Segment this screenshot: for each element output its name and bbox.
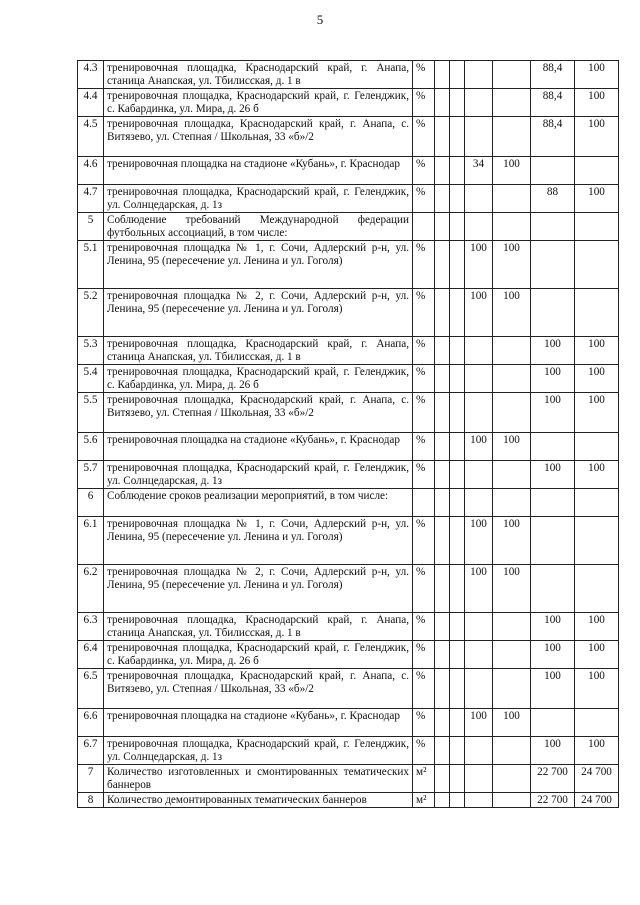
row-description: тренировочная площадка, Краснодарский край, г. Анапа, станица Анапская, ул. Тбилисская, д. 1 в [104,61,413,89]
row-value-1 [435,613,450,641]
row-value-2 [450,565,465,613]
table-row [78,213,619,241]
row-value-4 [493,117,531,157]
row-value-2 [450,433,465,461]
row-value-4 [493,61,531,89]
row-value-3 [465,213,493,241]
table-row [78,61,619,89]
row-value-1 [435,737,450,765]
row-unit: % [413,565,435,613]
row-unit: % [413,517,435,565]
table-row [78,737,619,765]
row-unit: % [413,669,435,709]
row-description: тренировочная площадка, Краснодарский край, г. Геленджик, с. Кабардинка, ул. Мира, д. 26 б [104,641,413,669]
row-description: тренировочная площадка на стадионе «Кубань», г. Краснодар [104,157,413,185]
table-row [78,793,619,808]
row-value-4 [493,185,531,213]
table-row [78,565,619,613]
row-number: 8 [78,793,104,808]
row-value-3 [465,365,493,393]
row-value-6 [575,565,619,613]
row-unit [413,489,435,517]
row-description: тренировочная площадка, Краснодарский край, г. Геленджик, ул. Солнцедарская, д. 1з [104,185,413,213]
row-number: 4.3 [78,61,104,89]
row-value-1 [435,61,450,89]
row-value-2 [450,393,465,433]
row-unit: % [413,461,435,489]
row-unit: % [413,433,435,461]
row-value-1 [435,365,450,393]
row-number: 5 [78,213,104,241]
row-value-5: 88,4 [531,117,575,157]
table-row [78,489,619,517]
row-unit: % [413,393,435,433]
row-value-6: 24 700 [575,793,619,808]
row-value-6 [575,213,619,241]
row-unit: % [413,641,435,669]
row-number: 4.6 [78,157,104,185]
row-value-5 [531,157,575,185]
row-value-2 [450,461,465,489]
row-value-4: 100 [493,433,531,461]
row-value-6 [575,157,619,185]
row-number: 6 [78,489,104,517]
row-value-5: 22 700 [531,765,575,793]
row-value-5: 88,4 [531,61,575,89]
row-value-4: 100 [493,241,531,289]
row-value-3 [465,185,493,213]
row-value-3 [465,61,493,89]
row-unit: % [413,117,435,157]
row-value-2 [450,641,465,669]
row-number: 5.6 [78,433,104,461]
row-value-3 [465,117,493,157]
row-value-1 [435,117,450,157]
row-value-3 [465,393,493,433]
row-value-6: 100 [575,337,619,365]
row-value-5 [531,241,575,289]
row-value-2 [450,337,465,365]
row-description: Соблюдение сроков реализации мероприятий, в том числе: [104,489,413,517]
row-value-1 [435,185,450,213]
table-row [78,461,619,489]
row-unit: % [413,61,435,89]
row-value-3: 100 [465,517,493,565]
row-value-3 [465,489,493,517]
row-value-4: 100 [493,289,531,337]
row-value-4 [493,365,531,393]
row-unit: % [413,241,435,289]
row-value-1 [435,709,450,737]
row-description: Количество изготовленных и смонтированных тематических баннеров [104,765,413,793]
row-description: тренировочная площадка, Краснодарский край, г. Анапа, с. Витязево, ул. Степная / Школьная, 33 «б»/2 [104,393,413,433]
row-value-2 [450,709,465,737]
row-description: тренировочная площадка, Краснодарский край, г. Анапа, станица Анапская, ул. Тбилисская, д. 1 в [104,337,413,365]
row-value-4 [493,337,531,365]
row-value-5: 100 [531,641,575,669]
row-value-2 [450,669,465,709]
row-description: тренировочная площадка на стадионе «Кубань», г. Краснодар [104,433,413,461]
row-value-2 [450,241,465,289]
row-value-4 [493,89,531,117]
row-value-6: 100 [575,61,619,89]
row-value-5 [531,433,575,461]
row-value-2 [450,365,465,393]
table-row [78,157,619,185]
row-value-4 [493,613,531,641]
row-value-1 [435,489,450,517]
row-value-1 [435,337,450,365]
row-description: тренировочная площадка, Краснодарский край, г. Геленджик, с. Кабардинка, ул. Мира, д. 26 б [104,365,413,393]
row-value-3 [465,793,493,808]
row-value-3: 100 [465,289,493,337]
row-value-2 [450,489,465,517]
row-value-5 [531,489,575,517]
row-value-5 [531,289,575,337]
table-row [78,117,619,157]
row-value-5: 88 [531,185,575,213]
row-value-1 [435,241,450,289]
row-value-6: 100 [575,737,619,765]
row-value-4 [493,213,531,241]
row-value-2 [450,517,465,565]
row-unit: % [413,709,435,737]
row-value-3 [465,737,493,765]
row-value-3: 100 [465,433,493,461]
row-description: тренировочная площадка на стадионе «Кубань», г. Краснодар [104,709,413,737]
row-description: тренировочная площадка, Краснодарский край, г. Анапа, станица Анапская, ул. Тбилисская, д. 1 в [104,613,413,641]
row-value-6 [575,289,619,337]
row-value-4: 100 [493,517,531,565]
row-value-1 [435,565,450,613]
row-number: 4.4 [78,89,104,117]
row-value-6 [575,517,619,565]
row-number: 5.2 [78,289,104,337]
row-value-1 [435,89,450,117]
table-row [78,669,619,709]
row-value-2 [450,89,465,117]
row-value-4 [493,669,531,709]
row-unit: % [413,613,435,641]
row-value-1 [435,213,450,241]
row-value-3 [465,461,493,489]
row-value-5: 22 700 [531,793,575,808]
table-row [78,517,619,565]
row-value-5 [531,565,575,613]
row-value-4: 100 [493,709,531,737]
row-value-1 [435,433,450,461]
row-value-5: 100 [531,613,575,641]
row-value-4 [493,641,531,669]
table-row [78,433,619,461]
row-unit: % [413,157,435,185]
row-value-6: 100 [575,641,619,669]
row-description: Количество демонтированных тематических баннеров [104,793,413,808]
row-value-3 [465,669,493,709]
row-value-2 [450,793,465,808]
row-unit: % [413,289,435,337]
row-number: 6.1 [78,517,104,565]
row-number: 6.6 [78,709,104,737]
row-description: тренировочная площадка, Краснодарский край, г. Анапа, с. Витязево, ул. Степная / Школьная, 33 «б»/2 [104,669,413,709]
row-value-1 [435,393,450,433]
row-value-2 [450,213,465,241]
row-description: тренировочная площадка № 1, г. Сочи, Адлерский р-н, ул. Ленина, 95 (пересечение ул. Ленина и ул. Гоголя) [104,241,413,289]
table-row [78,641,619,669]
row-value-2 [450,737,465,765]
row-value-6: 100 [575,393,619,433]
row-value-5 [531,517,575,565]
row-value-3 [465,765,493,793]
row-value-5 [531,709,575,737]
row-description: тренировочная площадка № 2, г. Сочи, Адлерский р-н, ул. Ленина, 95 (пересечение ул. Ленина и ул. Гоголя) [104,565,413,613]
row-value-3: 100 [465,709,493,737]
row-unit [413,213,435,241]
row-value-4 [493,765,531,793]
row-value-6: 100 [575,117,619,157]
row-value-6 [575,433,619,461]
row-value-3: 34 [465,157,493,185]
row-value-3 [465,89,493,117]
table-row [78,89,619,117]
row-number: 7 [78,765,104,793]
row-value-1 [435,765,450,793]
row-value-3: 100 [465,241,493,289]
row-number: 6.4 [78,641,104,669]
table-row [78,393,619,433]
row-number: 4.7 [78,185,104,213]
row-value-4 [493,461,531,489]
row-value-6: 24 700 [575,765,619,793]
row-value-5: 100 [531,737,575,765]
row-value-6 [575,489,619,517]
row-value-2 [450,289,465,337]
row-unit: % [413,737,435,765]
row-value-3 [465,613,493,641]
row-number: 5.7 [78,461,104,489]
row-number: 5.1 [78,241,104,289]
row-value-3: 100 [465,565,493,613]
row-value-2 [450,61,465,89]
row-description: тренировочная площадка, Краснодарский край, г. Анапа, с. Витязево, ул. Степная / Школьная, 33 «б»/2 [104,117,413,157]
row-value-4 [493,489,531,517]
row-value-6 [575,241,619,289]
row-number: 4.5 [78,117,104,157]
table-row [78,765,619,793]
row-number: 6.2 [78,565,104,613]
row-unit: % [413,185,435,213]
row-description: тренировочная площадка, Краснодарский край, г. Геленджик, ул. Солнцедарская, д. 1з [104,461,413,489]
row-description: тренировочная площадка, Краснодарский край, г. Геленджик, с. Кабардинка, ул. Мира, д. 26 б [104,89,413,117]
row-number: 5.5 [78,393,104,433]
row-value-5: 100 [531,337,575,365]
indicators-table [77,60,619,808]
row-value-2 [450,185,465,213]
table-row [78,613,619,641]
row-value-1 [435,669,450,709]
row-value-5: 88,4 [531,89,575,117]
row-value-1 [435,461,450,489]
row-value-6 [575,709,619,737]
row-value-4 [493,793,531,808]
row-value-3 [465,641,493,669]
row-value-6: 100 [575,461,619,489]
row-number: 5.3 [78,337,104,365]
row-value-2 [450,117,465,157]
row-description: тренировочная площадка № 2, г. Сочи, Адлерский р-н, ул. Ленина, 95 (пересечение ул. Ленина и ул. Гоголя) [104,289,413,337]
row-value-1 [435,157,450,185]
row-value-4 [493,393,531,433]
row-value-3 [465,337,493,365]
row-value-5: 100 [531,393,575,433]
row-value-1 [435,289,450,337]
row-unit: % [413,89,435,117]
table-row [78,185,619,213]
row-value-2 [450,765,465,793]
row-value-5: 100 [531,461,575,489]
row-value-2 [450,613,465,641]
row-value-1 [435,517,450,565]
row-value-6: 100 [575,669,619,709]
row-value-6: 100 [575,365,619,393]
row-number: 6.3 [78,613,104,641]
row-number: 5.4 [78,365,104,393]
row-unit: % [413,337,435,365]
row-value-4: 100 [493,565,531,613]
row-unit: % [413,365,435,393]
row-value-1 [435,793,450,808]
row-value-4 [493,737,531,765]
row-value-1 [435,641,450,669]
row-value-4: 100 [493,157,531,185]
row-number: 6.7 [78,737,104,765]
row-description: Соблюдение требований Международной федерации футбольных ассоциаций, в том числе: [104,213,413,241]
table-row [78,241,619,289]
row-value-2 [450,157,465,185]
row-value-6: 100 [575,89,619,117]
row-unit: м² [413,793,435,808]
table-row [78,709,619,737]
table-row [78,289,619,337]
row-value-5 [531,213,575,241]
table-row [78,337,619,365]
row-description: тренировочная площадка № 1, г. Сочи, Адлерский р-н, ул. Ленина, 95 (пересечение ул. Ленина и ул. Гоголя) [104,517,413,565]
table-row [78,365,619,393]
row-value-5: 100 [531,669,575,709]
row-value-6: 100 [575,613,619,641]
row-description: тренировочная площадка, Краснодарский край, г. Геленджик, ул. Солнцедарская, д. 1з [104,737,413,765]
row-value-5: 100 [531,365,575,393]
row-value-6: 100 [575,185,619,213]
row-number: 6.5 [78,669,104,709]
page-number: 5 [316,12,324,27]
row-unit: м² [413,765,435,793]
